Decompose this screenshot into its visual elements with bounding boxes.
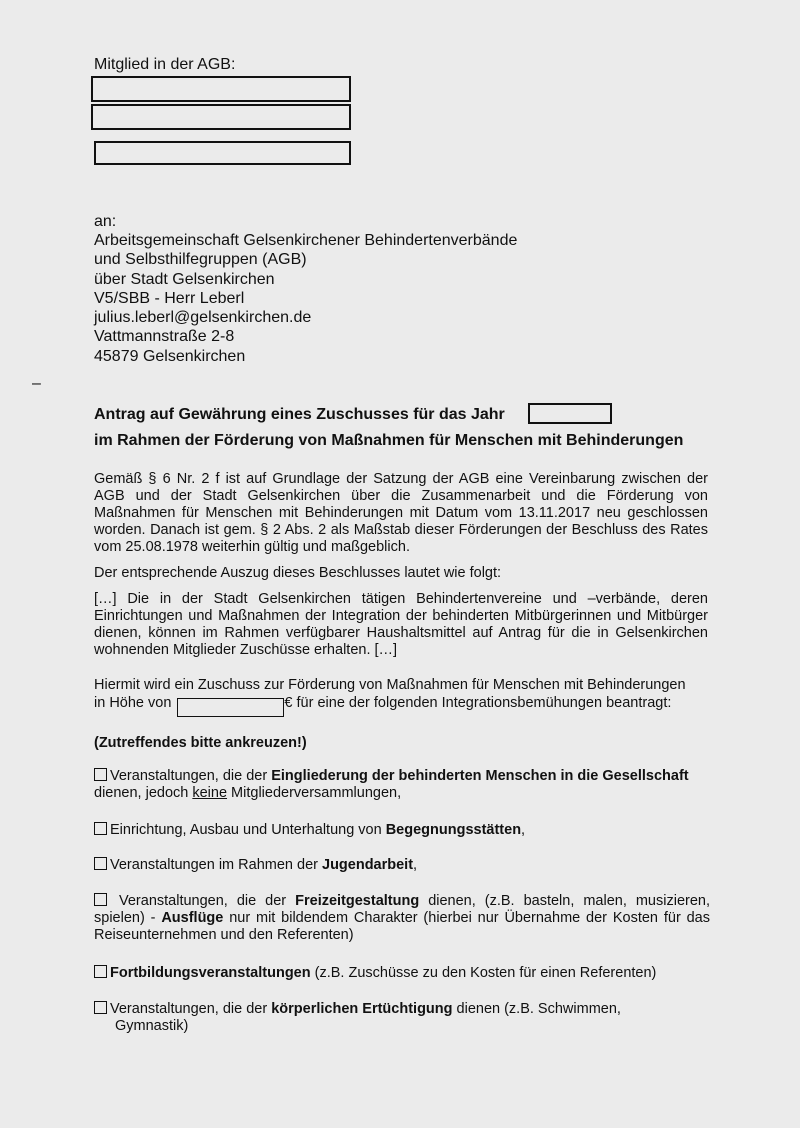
- intro-paragraph: Gemäß § 6 Nr. 2 f ist auf Grundlage der Satzung der AGB eine Vereinbarung zwischen der AGB und der Stadt Gelsenkirchen über die Zusammenarbeit und die Förderung von Maßnahmen für Menschen mit Behinderungen mit Datum vom 13.11.2017 neu geschlossen worden. Danach ist gem. § 2 Abs. 2 als Maßstab dieser Förderungen der Beschluss des Rates vom 25.08.1978 weiterhin gültig und maßgeblich.: [94, 471, 708, 555]
- address-line-7: 45879 Gelsenkirchen: [94, 348, 246, 366]
- page-title: Antrag auf Gewährung eines Zuschusses für das Jahr: [94, 406, 505, 423]
- option-training: Fortbildungsveranstaltungen (z.B. Zuschüsse zu den Kosten für einen Referenten): [94, 965, 710, 982]
- member-field-2[interactable]: [91, 104, 351, 130]
- member-field-3[interactable]: [94, 141, 351, 165]
- option-integration: Veranstaltungen, die der Eingliederung der behinderten Menschen in die Gesellschaft dienen, jedoch keine Mitgliederversammlungen,: [94, 768, 689, 801]
- member-field-1[interactable]: [91, 76, 351, 102]
- checkbox-integration[interactable]: [94, 768, 107, 781]
- checkbox-leisure[interactable]: [94, 893, 107, 906]
- member-label: Mitglied in der AGB:: [94, 56, 236, 73]
- checkbox-youth-work[interactable]: [94, 857, 107, 870]
- checkbox-fitness[interactable]: [94, 1001, 107, 1014]
- address-prefix: an:: [94, 213, 117, 230]
- checkbox-meeting-places[interactable]: [94, 822, 107, 835]
- option-fitness: Veranstaltungen, die der körperlichen Ertüchtigung dienen (z.B. Schwimmen, Gymnastik): [94, 1001, 710, 1035]
- fold-mark: –: [32, 375, 41, 392]
- amount-line: [94, 695, 708, 717]
- excerpt-intro: Der entsprechende Auszug dieses Beschlusses lautet wie folgt:: [94, 565, 502, 581]
- address-line-1: Arbeitsgemeinschaft Gelsenkirchener Behindertenverbände: [94, 232, 518, 250]
- request-line: Hiermit wird ein Zuschuss zur Förderung von Maßnahmen für Menschen mit Behinderungen: [94, 677, 686, 693]
- option-meeting-places: Einrichtung, Ausbau und Unterhaltung von Begegnungsstätten,: [94, 822, 710, 839]
- option-youth-work: Veranstaltungen im Rahmen der Jugendarbeit,: [94, 857, 710, 874]
- page-subtitle: im Rahmen der Förderung von Maßnahmen für Menschen mit Behinderungen: [94, 432, 684, 449]
- address-line-4: V5/SBB - Herr Leberl: [94, 289, 245, 307]
- option-leisure: Veranstaltungen, die der Freizeitgestaltung dienen, (z.B. basteln, malen, musizieren, spielen) - Ausflüge nur mit bildendem Charakter (hierbei nur Übernahme der Kosten für das Reiseunternehmen und den Referenten): [94, 893, 710, 943]
- instruction-text: (Zutreffendes bitte ankreuzen!): [94, 735, 307, 751]
- address-line-2: und Selbsthilfegruppen (AGB): [94, 251, 307, 269]
- amount-field[interactable]: [177, 698, 284, 717]
- amount-suffix: € für eine der folgenden Integrationsbemühungen beantragt:: [284, 695, 672, 711]
- checkbox-training[interactable]: [94, 965, 107, 978]
- address-line-3: über Stadt Gelsenkirchen: [94, 270, 275, 288]
- address-line-5: julius.leberl@gelsenkirchen.de: [94, 309, 312, 327]
- recipient-address: [94, 212, 517, 367]
- amount-prefix: in Höhe von: [94, 695, 172, 711]
- address-line-6: Vattmannstraße 2-8: [94, 328, 235, 346]
- council-quote: […] Die in der Stadt Gelsenkirchen tätigen Behindertenvereine und –verbände, deren Einrichtungen und Maßnahmen der Integration der behinderten Mitbürgerinnen und Mitbürger dienen, können im Rahmen verfügbarer Haushaltsmittel auf Antrag für die in Gelsenkirchen wohnenden Mitglieder Zuschüsse erhalten. […]: [94, 591, 708, 658]
- year-field[interactable]: [528, 403, 612, 424]
